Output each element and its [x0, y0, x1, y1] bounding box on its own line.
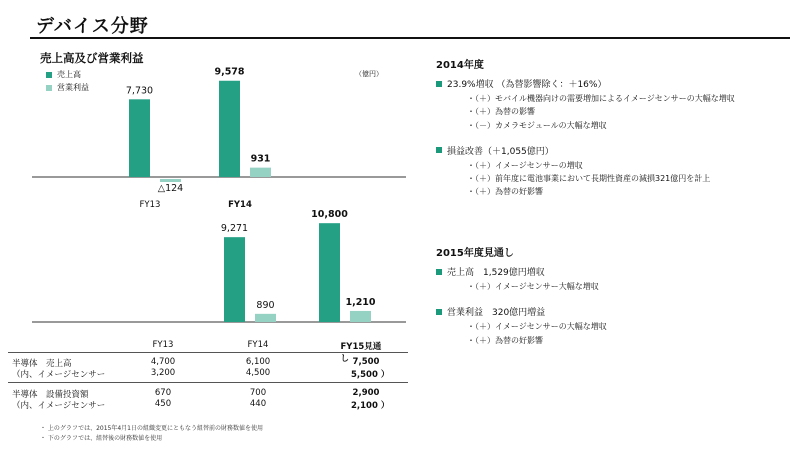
bullet-item — [436, 305, 796, 318]
bullet-square-icon — [436, 269, 442, 275]
section-heading: 2014年度 — [436, 60, 484, 71]
bullet-text: 23.9%増収 （為替影響除く：＋16%） — [447, 80, 607, 90]
bullet-item — [436, 77, 796, 90]
footnotes — [40, 424, 263, 444]
unit-label: （億円） — [355, 70, 383, 78]
section-2014 — [436, 56, 796, 199]
chart-bar — [255, 314, 276, 322]
sub-item: ・（＋）為替の好影響 — [467, 187, 543, 197]
table-cell: 670 — [154, 388, 172, 398]
sub-item: ・（－）カメラモジュールの大幅な増収 — [467, 120, 607, 130]
table-row — [8, 388, 408, 399]
bar-value-label: 931 — [250, 153, 271, 165]
table-cell: 2,100 ） — [351, 401, 390, 411]
sub-list — [436, 320, 796, 347]
section-2015 — [436, 244, 796, 347]
section-heading: 2015年度見通し — [436, 248, 514, 259]
bullet-text: 営業利益 320億円増益 — [447, 308, 546, 319]
table-row-label: （内、イメージセンサー — [12, 401, 106, 411]
table-row — [8, 368, 408, 379]
sub-item: ・（＋）イメージセンサーの大幅な増収 — [467, 322, 607, 332]
chart-subtitle: 売上高及び営業利益 — [40, 51, 144, 65]
bar-value-label: 9,578 — [214, 66, 245, 78]
sub-list — [436, 92, 796, 132]
sub-item: ・（＋）イメージセンサーの増収 — [467, 160, 583, 170]
table-cell: 4,500 — [245, 368, 271, 378]
bullet-text: 損益改善（＋1,055億円） — [447, 146, 554, 157]
bullet-square-icon — [436, 309, 442, 315]
bar-value-label: △124 — [157, 183, 184, 194]
sub-item: ・（＋）イメージセンサー大幅な増収 — [467, 282, 599, 291]
chart-bar — [129, 99, 150, 177]
bullet-square-icon — [436, 81, 442, 87]
table-col-fy15: FY15見通し — [340, 342, 382, 364]
page-title: デバイス分野 — [36, 16, 149, 37]
sub-item: ・（＋）モバイル機器向けの需要増加によるイメージセンサーの大幅な増収 — [467, 94, 735, 103]
footnote: ・ 上のグラフでは、2015年4月1日の組織変更にともなう組替前の財務数値を使用 — [40, 425, 263, 432]
table-divider-mid — [8, 382, 408, 383]
bar-value-label: 9,271 — [220, 223, 249, 235]
bar-value-label: 10,800 — [311, 209, 348, 221]
legend-label-sales: 売上高 — [57, 70, 81, 79]
table-cell: 5,500 ） — [351, 370, 390, 380]
chart-bar — [350, 311, 371, 322]
table-divider-top — [8, 352, 408, 353]
chart-bar — [219, 81, 240, 177]
chart-bar — [319, 223, 340, 322]
bullet-item — [436, 144, 796, 157]
bar-value-label: 890 — [256, 299, 275, 311]
bar-value-label: 1,210 — [345, 296, 376, 308]
table-col-fy14: FY14 — [247, 340, 269, 350]
table-row-label: 半導体 売上高 — [12, 359, 72, 369]
table-row-label: 半導体 設備投資額 — [12, 390, 89, 400]
bullet-text: 売上高 1,529億円増収 — [447, 268, 545, 278]
category-label: FY14 — [228, 200, 252, 210]
table-cell: 440 — [249, 399, 267, 409]
table-row — [8, 399, 408, 410]
table-cell: 2,900 — [352, 388, 380, 398]
chart-bar — [250, 168, 271, 177]
sub-list — [436, 159, 796, 199]
category-label: FY13 — [139, 200, 161, 210]
sub-list — [436, 280, 796, 293]
legend-label-profit: 営業利益 — [57, 83, 89, 92]
table-cell: 700 — [249, 388, 267, 398]
table-cell: 7,500 — [352, 357, 380, 367]
sub-item: ・（＋）為替の影響 — [467, 107, 535, 117]
bullet-item — [436, 265, 796, 278]
chart-bar — [224, 237, 245, 322]
table-cell: 3,200 — [150, 368, 176, 378]
bullet-square-icon — [436, 147, 442, 153]
table-col-fy13: FY13 — [152, 340, 174, 350]
table-row — [8, 357, 408, 368]
table-row-label: （内、イメージセンサー — [12, 370, 106, 380]
sub-item: ・（＋）前年度に電池事業において長期性資産の減損321億円を計上 — [467, 174, 711, 184]
table-cell: 6,100 — [245, 357, 271, 367]
table-cell: 450 — [154, 399, 172, 409]
table-cell: 4,700 — [150, 357, 176, 367]
chart-bar — [160, 179, 181, 182]
footnote: ・ 下のグラフでは、組替後の財務数値を使用 — [40, 435, 163, 442]
bar-value-label: 7,730 — [125, 85, 154, 97]
sub-item: ・（＋）為替の好影響 — [467, 335, 543, 345]
